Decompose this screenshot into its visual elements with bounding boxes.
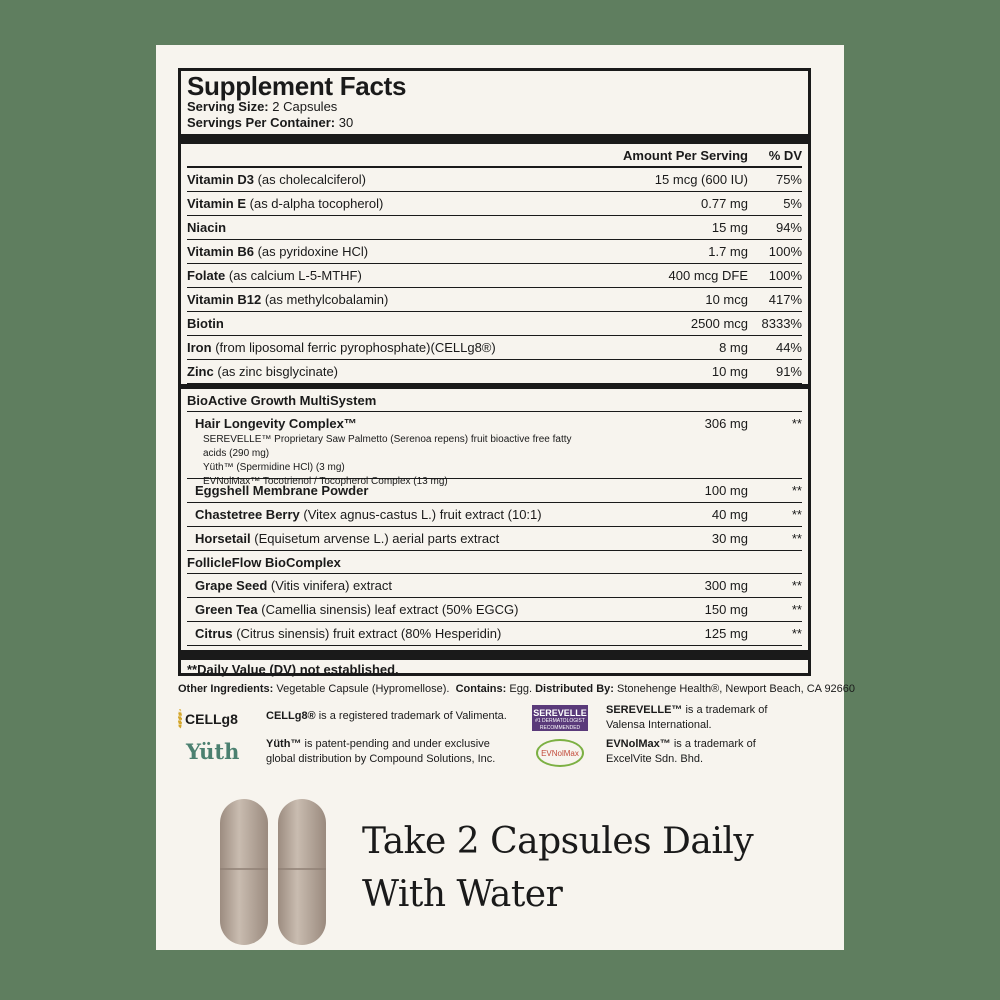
follicleflow-items [187, 574, 802, 646]
serving-size: Serving Size: 2 Capsules [187, 99, 338, 114]
evnolmax-logo: EVNolMax [536, 739, 584, 767]
nutrient-dv: 100% [768, 244, 802, 259]
nutrient-amount: 1.7 mg [708, 244, 748, 259]
bioactive-items [187, 479, 802, 551]
nutrient-dv: 5% [783, 196, 802, 211]
vitamin-list [187, 168, 802, 384]
nutrient-dv: ** [791, 626, 802, 641]
complex-line: EVNolMax™ Tocotrienol / Tocopherol Complex (13 mg) [203, 476, 448, 487]
cellg8-logo: CELLg8 [178, 705, 234, 733]
nutrient-row [187, 336, 802, 360]
cellg8-trademark: CELLg8® is a registered trademark of Valimenta. [266, 710, 507, 722]
nutrient-name: Vitamin B6 (as pyridoxine HCl) [187, 244, 369, 259]
header-dv: % DV [768, 147, 802, 163]
facts-title: Supplement Facts [187, 71, 407, 101]
nutrient-row [187, 598, 802, 622]
serevelle-logo: SEREVELLE #1 DERMATOLOGIST RECOMMENDED [532, 705, 588, 731]
nutrient-amount: 100 mg [704, 483, 748, 498]
nutrient-dv: ** [791, 602, 802, 617]
hair-complex-dv: ** [791, 416, 802, 431]
nutrient-amount: 10 mcg [705, 292, 748, 307]
nutrient-row [187, 312, 802, 336]
section-bioactive: BioActive Growth MultiSystem [187, 389, 802, 412]
nutrient-name: Vitamin B12 (as methylcobalamin) [187, 292, 389, 307]
nutrient-row [187, 240, 802, 264]
nutrient-name: Biotin [187, 316, 224, 331]
nutrient-row [187, 479, 802, 503]
nutrient-amount: 30 mg [711, 531, 748, 546]
capsule-right [278, 799, 326, 945]
hair-longevity-complex [187, 412, 802, 487]
nutrient-row [187, 192, 802, 216]
nutrient-name: Iron (from liposomal ferric pyrophosphate)(CELLg8®) [187, 340, 496, 355]
nutrient-dv: ** [791, 578, 802, 593]
directions-text [362, 815, 753, 921]
nutrient-dv: 417% [768, 292, 802, 307]
section-follicleflow: FollicleFlow BioComplex [187, 551, 802, 574]
capsules-image [218, 797, 330, 947]
nutrient-row [187, 216, 802, 240]
nutrient-name: Zinc (as zinc bisglycinate) [187, 364, 339, 379]
nutrient-name: Horsetail (Equisetum arvense L.) aerial parts extract [195, 531, 500, 546]
nutrient-row [187, 503, 802, 527]
nutrient-dv: 8333% [761, 316, 802, 331]
nutrient-row [187, 360, 802, 384]
complex-line: Yüth™ (Spermidine HCl) (3 mg) [203, 462, 345, 473]
nutrient-name: Vitamin D3 (as cholecalciferol) [187, 172, 366, 187]
nutrient-name: Folate (as calcium L-5-MTHF) [187, 268, 362, 283]
cellg8-ring-icon [178, 709, 182, 729]
evnolmax-trademark: EVNolMax™ is a trademark of ExcelVite Sdn. Bhd. [606, 738, 756, 765]
hair-complex-name: Hair Longevity Complex™ [195, 416, 357, 431]
complex-line: SEREVELLE™ Proprietary Saw Palmetto (Serenoa repens) fruit bioactive free fatty acids (290 mg) [203, 434, 572, 459]
thick-divider [181, 134, 808, 144]
label-card [156, 45, 856, 950]
nutrient-name: Chastetree Berry (Vitex agnus-castus L.) fruit extract (10:1) [195, 507, 542, 522]
serevelle-trademark: SEREVELLE™ is a trademark of Valensa International. [606, 704, 768, 731]
nutrient-name: Green Tea (Camellia sinensis) leaf extract (50% EGCG) [195, 602, 519, 617]
nutrient-amount: 10 mg [711, 364, 748, 379]
facts-header-row [187, 144, 802, 168]
nutrient-amount: 400 mcg DFE [668, 268, 748, 283]
nutrient-dv: 100% [768, 268, 802, 283]
nutrient-name: Niacin [187, 220, 227, 235]
nutrient-dv: 75% [775, 172, 802, 187]
directions-line-2: With Water [362, 874, 563, 915]
servings-per-container: Servings Per Container: 30 [187, 115, 354, 130]
header-amount: Amount Per Serving [623, 147, 748, 163]
nutrient-amount: 125 mg [704, 626, 748, 641]
nutrient-row [187, 622, 802, 646]
nutrient-name: Grape Seed (Vitis vinifera) extract [195, 578, 393, 593]
nutrient-amount: 0.77 mg [701, 196, 748, 211]
hair-complex-lines [195, 433, 588, 489]
hair-complex-amount: 306 mg [704, 416, 748, 431]
nutrient-dv: 94% [775, 220, 802, 235]
nutrient-amount: 15 mcg (600 IU) [654, 172, 748, 187]
nutrient-row [187, 574, 802, 598]
nutrient-amount: 300 mg [704, 578, 748, 593]
yuth-trademark: Yüth™ is patent-pending and under exclusive global distribution by Compound Solutions, Inc. [266, 738, 496, 765]
nutrient-row [187, 264, 802, 288]
nutrient-name: Citrus (Citrus sinensis) fruit extract (80% Hesperidin) [195, 626, 502, 641]
nutrient-dv: 44% [775, 340, 802, 355]
nutrient-name: Vitamin E (as d-alpha tocopherol) [187, 196, 384, 211]
other-ingredients: Other Ingredients: Vegetable Capsule (Hypromellose). Contains: Egg. Distributed By: Stonehenge Health®, Newport Beach, CA 92660 [178, 683, 856, 695]
nutrient-amount: 150 mg [704, 602, 748, 617]
nutrient-dv: 91% [775, 364, 802, 379]
thick-divider-bottom [181, 650, 808, 660]
dv-note: **Daily Value (DV) not established. [187, 662, 399, 677]
nutrient-row [187, 288, 802, 312]
nutrient-dv: ** [791, 507, 802, 522]
nutrient-dv: ** [791, 531, 802, 546]
nutrient-row [187, 168, 802, 192]
nutrient-amount: 8 mg [719, 340, 748, 355]
directions-line-1: Take 2 Capsules Daily [362, 821, 754, 862]
nutrient-name: Eggshell Membrane Powder [195, 483, 369, 498]
nutrient-row [187, 527, 802, 551]
nutrient-amount: 2500 mcg [690, 316, 748, 331]
nutrient-amount: 40 mg [711, 507, 748, 522]
nutrient-amount: 15 mg [711, 220, 748, 235]
capsule-left [220, 799, 268, 945]
supplement-facts-panel [178, 68, 811, 676]
yuth-logo: Yüth [186, 739, 240, 764]
nutrient-dv: ** [791, 483, 802, 498]
